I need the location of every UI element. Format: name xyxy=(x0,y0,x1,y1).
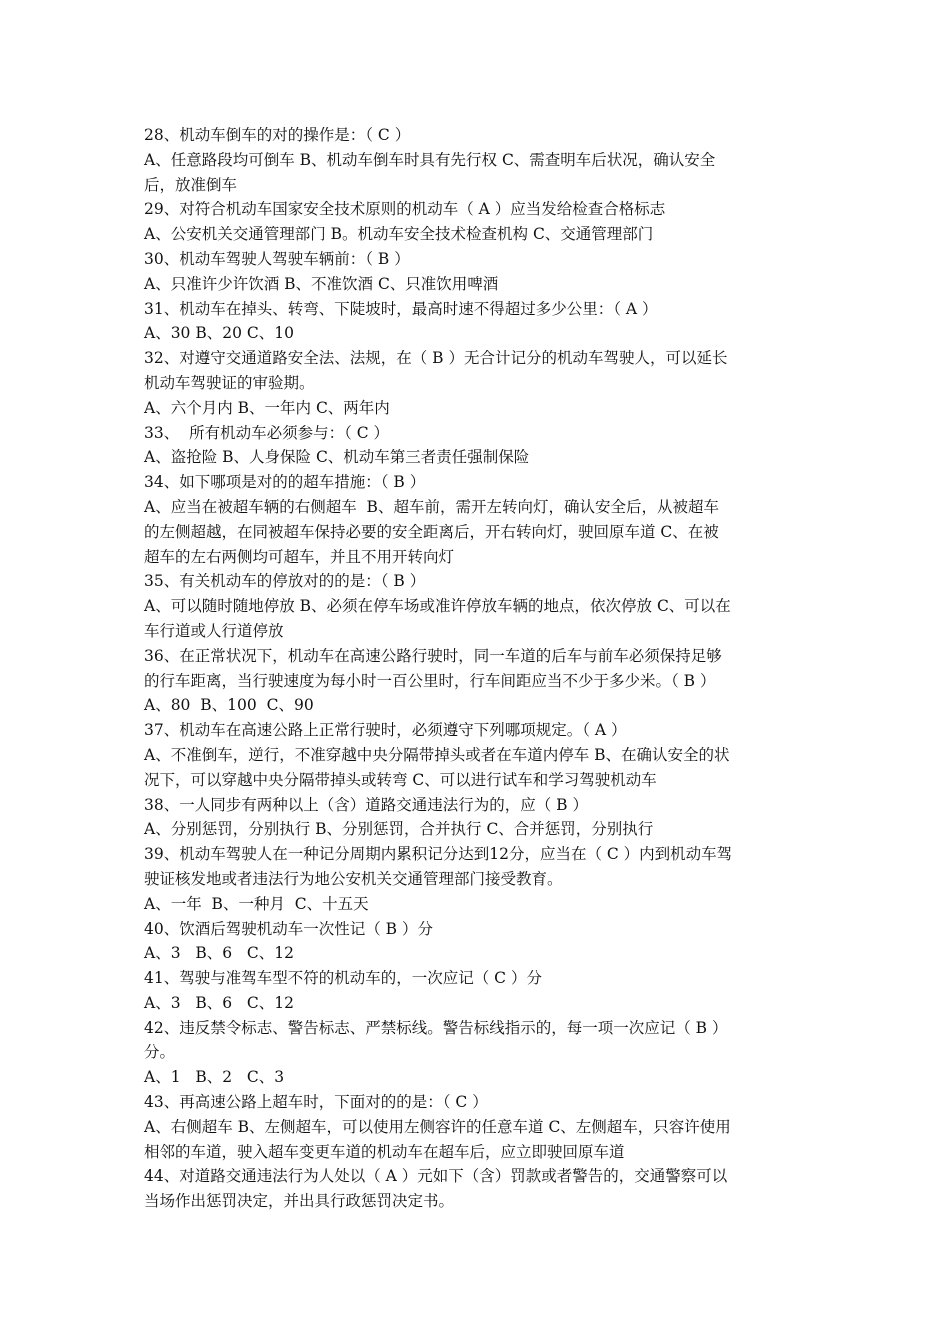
options-38: A、分别惩罚，分别执行 B、分别惩罚，合并执行 C、合并惩罚，分别执行 xyxy=(144,820,654,839)
question-33: 33、 所有机动车必须参与：（ C ） xyxy=(144,423,390,442)
document-page xyxy=(144,123,814,1214)
options-29: A、公安机关交通管理部门 B。机动车安全技术检查机构 C、交通管理部门 xyxy=(144,225,654,244)
options-34-cont2: 超车的左右两侧均可超车，并且不用开转向灯 xyxy=(144,547,455,566)
options-35: A、可以随时随地停放 B、必须在停车场或准许停放车辆的地点，依次停放 C、可以在 xyxy=(144,597,731,616)
question-32-cont: 机动车驾驶证的审验期。 xyxy=(144,373,315,392)
question-28: 28、机动车倒车的对的操作是：（ C ） xyxy=(144,126,411,144)
options-37: A、不准倒车，逆行，不准穿越中央分隔带掉头或者在车道内停车 B、在确认安全的状 xyxy=(144,745,730,764)
question-36: 36、在正常状况下，机动车在高速公路行驶时，同一车道的后车与前车必须保持足够 xyxy=(144,646,722,665)
options-40: A、3 B、6 C、12 xyxy=(144,944,294,963)
options-39: A、一年 B、一种月 C、十五天 xyxy=(144,894,369,913)
question-38: 38、一人同步有两种以上（含）道路交通违法行为的，应（ B ） xyxy=(144,795,588,814)
question-29: 29、对符合机动车国家安全技术原则的机动车（ A ）应当发给检查合格标志 xyxy=(144,200,666,219)
question-44: 44、对道路交通违法行为人处以（ A ）元如下（含）罚款或者警告的，交通警察可以 xyxy=(144,1167,728,1186)
options-41: A、3 B、6 C、12 xyxy=(144,993,294,1012)
question-40: 40、饮酒后驾驶机动车一次性记（ B ）分 xyxy=(144,919,433,938)
options-34: A、应当在被超车辆的右侧超车 B、超车前，需开左转向灯，确认安全后，从被超车 xyxy=(144,497,719,516)
options-43: A、右侧超车 B、左侧超车，可以使用左侧容许的任意车道 C、左侧超车，只容许使用 xyxy=(144,1117,731,1136)
question-31: 31、机动车在掉头、转弯、下陡坡时，最高时速不得超过多少公里：（ A ） xyxy=(144,299,658,318)
question-35: 35、有关机动车的停放对的的是：（ B ） xyxy=(144,572,426,591)
options-34-cont: 的左侧超越，在同被超车保持必要的安全距离后，开右转向灯，驶回原车道 C、在被 xyxy=(144,522,719,541)
options-28-cont: 后，放准倒车 xyxy=(144,175,238,194)
question-39-cont: 驶证核发地或者违法行为地公安机关交通管理部门接受教育。 xyxy=(144,869,563,888)
options-42: A、1 B、2 C、3 xyxy=(144,1068,285,1087)
options-32: A、六个月内 B、一年内 C、两年内 xyxy=(144,398,390,417)
options-37-cont: 况下，可以穿越中央分隔带掉头或转弯 C、可以进行试车和学习驾驶机动车 xyxy=(144,770,657,789)
question-37: 37、机动车在高速公路上正常行驶时，必须遵守下列哪项规定。（ A ） xyxy=(144,721,627,740)
question-42-cont: 分。 xyxy=(144,1043,176,1062)
options-36: A、80 B、100 C、90 xyxy=(144,696,314,715)
question-32: 32、对遵守交通道路安全法、法规，在（ B ）无合计记分的机动车驾驶人，可以延长 xyxy=(144,349,728,368)
options-28: A、任意路段均可倒车 B、机动车倒车时具有先行权 C、需查明车后状况，确认安全 xyxy=(144,150,716,169)
options-33: A、盗抢险 B、人身保险 C、机动车第三者责任强制保险 xyxy=(144,448,530,467)
question-44-cont: 当场作出惩罚决定，并出具行政惩罚决定书。 xyxy=(144,1192,455,1211)
options-43-cont: 相邻的车道，驶入超车变更车道的机动车在超车后，应立即驶回原车道 xyxy=(144,1142,625,1161)
question-42: 42、违反禁令标志、警告标志、严禁标线。警告标线指示的，每一项一次应记（ B ） xyxy=(144,1018,728,1037)
question-30: 30、机动车驾驶人驾驶车辆前：（ B ） xyxy=(144,249,410,268)
options-30: A、只准许少许饮酒 B、不准饮酒 C、只准饮用啤酒 xyxy=(144,274,499,293)
question-36-cont: 的行车距离，当行驶速度为每小时一百公里时，行车间距应当不少于多少米。（ B ） xyxy=(144,671,716,690)
options-31: A、30 B、20 C、10 xyxy=(144,324,294,343)
question-43: 43、再高速公路上超车时，下面对的的是：（ C ） xyxy=(144,1093,488,1112)
question-39: 39、机动车驾驶人在一种记分周期内累积记分达到12分，应当在（ C ）内到机动车驾 xyxy=(144,845,733,864)
question-34: 34、如下哪项是对的的超车措施：（ B ） xyxy=(144,473,426,492)
question-41: 41、驾驶与准驾车型不符的机动车的，一次应记（ C ）分 xyxy=(144,969,542,988)
options-35-cont: 车行道或人行道停放 xyxy=(144,621,284,640)
